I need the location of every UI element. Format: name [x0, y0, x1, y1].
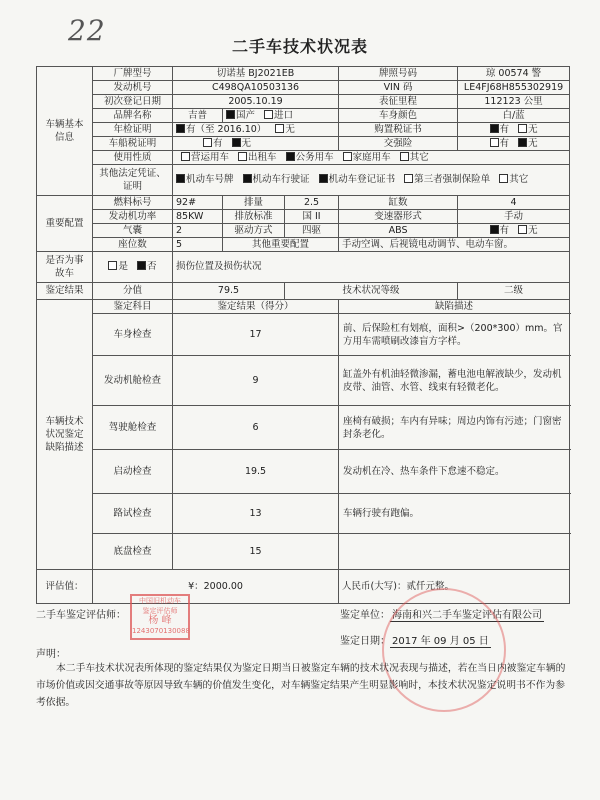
value-valuation: ¥：2000.00 [93, 570, 339, 604]
inspection-desc: 发动机在冷、热车条件下怠速不稳定。 [339, 450, 570, 494]
label-purchase-tax: 购置税证书 [339, 123, 458, 137]
value-engine-no: C498QA10503136 [173, 81, 339, 95]
value-grade: 二级 [458, 283, 570, 300]
label-transmission: 变速器形式 [339, 210, 458, 224]
value-displacement: 2.5 [285, 196, 339, 210]
inspection-desc: 前、后保险杠有划痕，面积>（200*300）mm。官方用车需喷刷改漆盲方字样。 [339, 314, 570, 356]
label-odometer: 表征里程 [339, 95, 458, 109]
label-engine-no: 发动机号 [93, 81, 173, 95]
inspection-score: 17 [173, 314, 339, 356]
label-other-config: 其他重要配置 [223, 238, 339, 252]
date-line: 鉴定日期： 2017 年 09 月 05 日 [340, 636, 489, 647]
inspection-score: 15 [173, 534, 339, 570]
label-vessel-tax: 车船税证明 [93, 137, 173, 151]
checkbox-vessel-no [232, 138, 241, 147]
inspection-name: 路试检查 [93, 494, 173, 534]
label-defect-desc: 缺陷描述 [339, 300, 570, 314]
label-insurance: 交强险 [339, 137, 458, 151]
label-other-docs: 其他法定凭证、证明 [93, 165, 173, 196]
insurance-options: 有 无 [458, 137, 570, 151]
inspection-score: 9 [173, 356, 339, 406]
value-model: 切诺基 BJ2021EB [173, 67, 339, 81]
label-model: 厂牌型号 [93, 67, 173, 81]
usage-options: 营运用车 出租车 公务用车 家庭用车 其它 [173, 151, 570, 165]
inspection-score: 6 [173, 406, 339, 450]
label-plate: 牌照号码 [339, 67, 458, 81]
page-title: 二手车技术状况表 [231, 37, 368, 56]
value-plate: 琼 00574 警 [458, 67, 570, 81]
checkbox-usage-4 [400, 152, 409, 161]
label-grade: 技术状况等级 [285, 283, 458, 300]
checkbox-doc-4 [499, 174, 508, 183]
value-brand: 吉普 [173, 109, 223, 123]
checkbox-doc-3 [404, 174, 413, 183]
checkbox-tax-no [518, 124, 527, 133]
label-fuel: 燃料标号 [93, 196, 173, 210]
inspection-name: 车身检查 [93, 314, 173, 356]
value-airbag: 2 [173, 224, 223, 238]
label-accident: 是否为事故车 [37, 252, 93, 283]
inspection-desc: 车辆行驶有跑偏。 [339, 494, 570, 534]
section-basic-info: 车辆基本信息 [37, 67, 93, 196]
checkbox-doc-0 [176, 174, 185, 183]
label-damage: 损伤位置及损伤状况 [173, 252, 570, 283]
appraiser-stamp: 中国旧机动车 鉴定评估师 杨 峰 1243070130088 [130, 594, 190, 640]
label-brand: 品牌名称 [93, 109, 173, 123]
checkbox-acc-no [137, 261, 146, 270]
handwritten-number: 22 [68, 14, 106, 47]
section-defects: 车辆技术状况鉴定缺陷描述 [37, 300, 93, 570]
label-valuation: 评估值： [37, 570, 93, 604]
value-emission: 国 II [285, 210, 339, 224]
checkbox-annual-yes [176, 124, 185, 133]
inspection-desc: 座椅有破损；车内有异味；周边内饰有污迹；门窗密封条老化。 [339, 406, 570, 450]
checkbox-usage-3 [343, 152, 352, 161]
label-body-color: 车身颜色 [339, 109, 458, 123]
annual-options: 有（至 2016.10） 无 [173, 123, 339, 137]
docs-options: 机动车号牌 机动车行驶证 机动车登记证书 第三者强制保险单 其它 [173, 165, 570, 196]
label-first-reg: 初次登记日期 [93, 95, 173, 109]
inspection-name: 发动机舱检查 [93, 356, 173, 406]
inspection-score: 13 [173, 494, 339, 534]
label-annual: 年检证明 [93, 123, 173, 137]
value-vin: LE4FJ68H855302919 [458, 81, 570, 95]
appraiser-line: 二手车鉴定评估师： [36, 610, 126, 621]
label-power: 发动机功率 [93, 210, 173, 224]
value-drive: 四驱 [285, 224, 339, 238]
value-odometer: 112123 公里 [458, 95, 570, 109]
abs-options: 有 无 [458, 224, 570, 238]
value-score: 79.5 [173, 283, 285, 300]
checkbox-doc-2 [319, 174, 328, 183]
inspection-table [36, 66, 570, 604]
label-item-score: 鉴定结果（得分） [173, 300, 339, 314]
value-seats: 5 [173, 238, 223, 252]
org-line: 鉴定单位： 海南和兴二手车鉴定评估有限公司 [340, 610, 542, 621]
checkbox-vessel-yes [203, 138, 212, 147]
vessel-options: 有 无 [173, 137, 339, 151]
label-drive: 驱动方式 [223, 224, 285, 238]
label-airbag: 气囊 [93, 224, 173, 238]
inspection-desc [339, 534, 570, 570]
rmb-caps: 人民币(大写)：贰仟元整。 [339, 570, 570, 604]
value-body-color: 白/蓝 [458, 109, 570, 123]
value-date: 2017 年 09 月 05 日 [392, 636, 489, 647]
checkbox-abs-no [518, 225, 527, 234]
checkbox-doc-1 [243, 174, 252, 183]
inspection-name: 底盘检查 [93, 534, 173, 570]
inspection-name: 驾驶舱检查 [93, 406, 173, 450]
checkbox-abs-yes [490, 225, 499, 234]
label-cylinders: 缸数 [339, 196, 458, 210]
inspection-desc: 缸盖外有机油轻微渗漏，蓄电池电解液缺少，发动机皮带、油管、水管、线束有轻微老化。 [339, 356, 570, 406]
checkbox-tax-yes [490, 124, 499, 133]
value-fuel: 92# [173, 196, 223, 210]
checkbox-annual-no [275, 124, 284, 133]
declaration-title: 声明： [36, 649, 66, 660]
value-power: 85KW [173, 210, 223, 224]
inspection-score: 19.5 [173, 450, 339, 494]
inspection-name: 启动检查 [93, 450, 173, 494]
label-vin: VIN 码 [339, 81, 458, 95]
value-cylinders: 4 [458, 196, 570, 210]
checkbox-ins-no [518, 138, 527, 147]
checkbox-ins-yes [490, 138, 499, 147]
value-first-reg: 2005.10.19 [173, 95, 339, 109]
section-config: 重要配置 [37, 196, 93, 252]
label-displacement: 排量 [223, 196, 285, 210]
value-transmission: 手动 [458, 210, 570, 224]
checkbox-domestic [226, 110, 235, 119]
label-emission: 排放标准 [223, 210, 285, 224]
checkbox-usage-2 [286, 152, 295, 161]
declaration-text: 本二手车技术状况表所体现的鉴定结果仅为鉴定日期当日被鉴定车辆的技术状况表现与描述，若在当日内被鉴定车辆的市场价值或因交通事故等原因导致车辆的价值发生变化，对车辆鉴定结果产生明显影响时，本技术状况鉴定说明书不作为参考依据。 [36, 663, 566, 708]
label-result: 鉴定结果 [37, 283, 93, 300]
label-seats: 座位数 [93, 238, 173, 252]
label-score: 分值 [93, 283, 173, 300]
checkbox-usage-0 [181, 152, 190, 161]
label-abs: ABS [339, 224, 458, 238]
checkbox-usage-1 [238, 152, 247, 161]
value-other-config: 手动空调、后视镜电动调节、电动车窗。 [339, 238, 570, 252]
label-usage: 使用性质 [93, 151, 173, 165]
accident-options: 是 否 [93, 252, 173, 283]
tax-options: 有 无 [458, 123, 570, 137]
value-org: 海南和兴二手车鉴定评估有限公司 [392, 610, 542, 621]
checkbox-acc-yes [108, 261, 117, 270]
checkbox-import [264, 110, 273, 119]
label-item: 鉴定科目 [93, 300, 173, 314]
origin-options: 国产 进口 [223, 109, 339, 123]
